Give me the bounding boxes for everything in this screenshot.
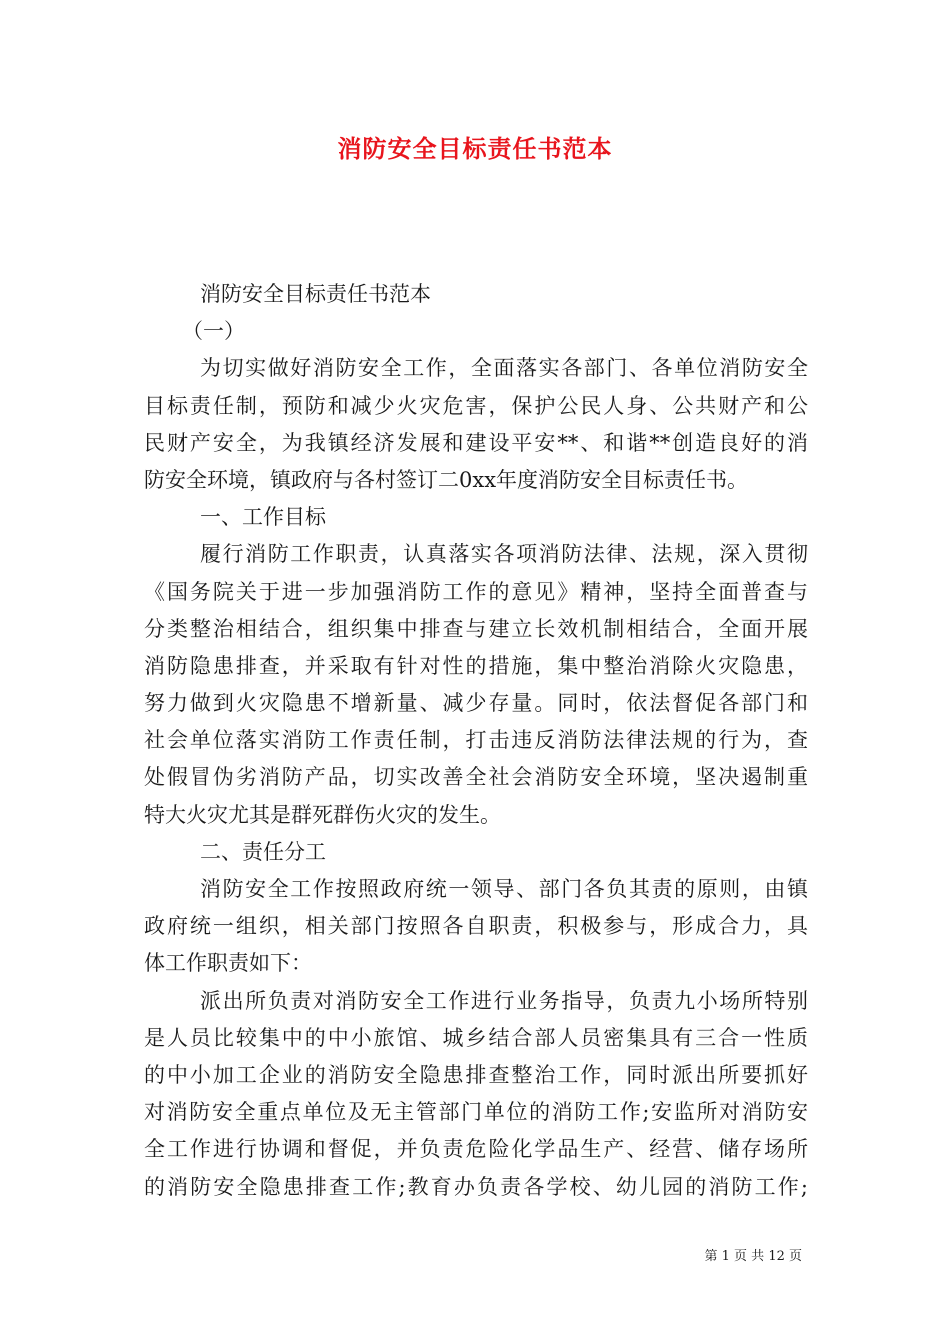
paragraph-line: 全工作进行协调和督促，并负责危险化学品生产、经营、储存场所 (144, 1137, 808, 1162)
heading-responsibility-division: 二、责任分工 (200, 839, 326, 864)
paragraph-line: 消防隐患排查，并采取有针对性的措施，集中整治消除火灾隐患， (144, 653, 808, 678)
paragraph-line: 对消防安全重点单位及无主管部门单位的消防工作;安监所对消防安 (144, 1100, 808, 1125)
paragraph-line: 处假冒伪劣消防产品，切实改善全社会消防安全环境，坚决遏制重 (144, 765, 808, 790)
paragraph-line: 努力做到火灾隐患不增新量、减少存量。同时，依法督促各部门和 (144, 691, 808, 716)
paragraph-line: 的中小加工企业的消防安全隐患排查整治工作，同时派出所要抓好 (144, 1062, 808, 1087)
paragraph-line: 的消防安全隐患排查工作;教育办负责各学校、幼儿园的消防工作; (144, 1174, 808, 1199)
paragraph-line: 消防安全工作按照政府统一领导、部门各负其责的原则，由镇 (200, 877, 808, 901)
paragraph-line: 政府统一组织，相关部门按照各自职责，积极参与，形成合力，具 (144, 914, 808, 939)
document-title: 消防安全目标责任书范本 (337, 134, 613, 163)
paragraph-line: 是人员比较集中的中小旅馆、城乡结合部人员密集具有三合一性质 (144, 1025, 808, 1050)
paragraph-line: 目标责任制，预防和减少火灾危害，保护公民人身、公共财产和公 (144, 393, 808, 418)
page-number-footer: 第 1 页 共 12 页 (704, 1249, 802, 1264)
subtitle-line: 消防安全目标责任书范本 (200, 282, 431, 306)
paragraph-line: 防安全环境，镇政府与各村签订二0xx年度消防安全目标责任书。 (144, 467, 749, 492)
paragraph-line: 体工作职责如下： (144, 951, 312, 976)
paragraph-line: 特大火灾尤其是群死群伤火灾的发生。 (144, 802, 501, 827)
paragraph-line: 《国务院关于进一步加强消防工作的意见》精神，坚持全面普查与 (144, 579, 808, 604)
section-number-line: （一） (182, 319, 245, 344)
document-body (144, 276, 808, 1206)
paragraph-line: 社会单位落实消防工作责任制，打击违反消防法律法规的行为，查 (144, 728, 808, 753)
paragraph-line: 民财产安全，为我镇经济发展和建设平安**、和谐**创造良好的消 (144, 430, 808, 455)
paragraph-line: 为切实做好消防安全工作，全面落实各部门、各单位消防安全 (200, 356, 808, 381)
heading-work-goals: 一、工作目标 (200, 505, 326, 530)
paragraph-line: 派出所负责对消防安全工作进行业务指导，负责九小场所特别 (200, 988, 808, 1013)
paragraph-line: 分类整治相结合，组织集中排查与建立长效机制相结合，全面开展 (144, 616, 808, 641)
paragraph-line: 履行消防工作职责，认真落实各项消防法律、法规，深入贯彻 (200, 542, 808, 567)
